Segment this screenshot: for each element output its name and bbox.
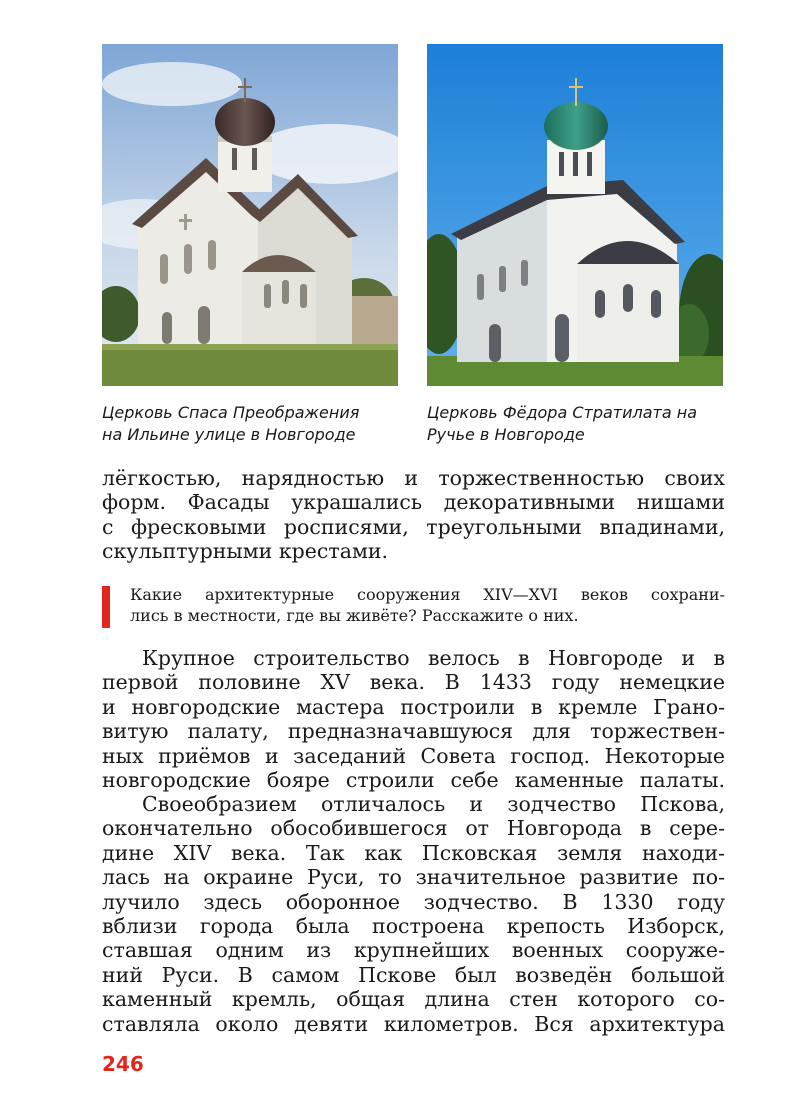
text-line: скульптурными крестами. [102, 539, 389, 564]
photo-church-transfiguration [102, 44, 398, 386]
text-line: дине XIV века. Так как Псковская земля находи- [102, 840, 725, 865]
text-line: новгородские бояре строили себе каменные палаты. [102, 768, 725, 793]
question-text [130, 584, 725, 626]
paragraph-1 [102, 466, 725, 564]
paragraph-3 [102, 792, 725, 1036]
photo-caption-right [427, 402, 727, 446]
text-line: витую палату, предназначавшуюся для торжествен- [102, 719, 725, 744]
text-line: ных приёмов и заседаний Совета господ. Некоторые [102, 743, 725, 768]
church-theodore-illustration [427, 44, 723, 386]
text-line: лась на окраине Руси, то значительное развитие по- [102, 865, 725, 890]
question-line: лись в местности, где вы живёте? Расскажите о них. [130, 606, 579, 625]
caption-line: Церковь Фёдора Стратилата на [427, 403, 698, 422]
church-transfiguration-illustration [102, 44, 398, 386]
text-line: лучило здесь оборонное зодчество. В 1330 году [102, 889, 725, 914]
paragraph-2 [102, 646, 725, 792]
caption-line: Ручье в Новгороде [427, 425, 585, 444]
text-line: Своеобразием отличалось и зодчество Пскова, [142, 792, 725, 816]
text-line: лёгкостью, нарядностью и торжественностью своих [102, 466, 725, 490]
question-line: Какие архитектурные сооружения XIV—XVI веков сохрани- [130, 585, 725, 604]
text-line: ставшая одним из крупнейших военных сооруже- [102, 938, 725, 963]
text-line: первой половине XV века. В 1433 году немецкие [102, 670, 725, 695]
text-line: вблизи города была построена крепость Изборск, [102, 914, 725, 939]
text-line: и новгородские мастера построили в кремле Грано- [102, 694, 725, 719]
photo-caption-left [102, 402, 402, 446]
text-line: каменный кремль, общая длина стен которого со- [102, 987, 725, 1012]
text-line: с фресковыми росписями, треугольными впадинами, [102, 514, 725, 539]
text-line: Крупное строительство велось в Новгороде и в [142, 646, 725, 670]
caption-line: на Ильине улице в Новгороде [102, 425, 356, 444]
text-line: ставляла около девяти километров. Вся архитектура [102, 1011, 725, 1036]
text-line: форм. Фасады украшались декоративными нишами [102, 490, 725, 515]
question-marker-bar [102, 586, 110, 628]
page-number: 246 [102, 1052, 144, 1076]
question-block [102, 584, 725, 630]
photo-church-theodore-stratilates [427, 44, 723, 386]
text-line: ний Руси. В самом Пскове был возведён большой [102, 962, 725, 987]
caption-line: Церковь Спаса Преображения [102, 403, 360, 422]
text-line: окончательно обособившегося от Новгорода в сере- [102, 816, 725, 841]
